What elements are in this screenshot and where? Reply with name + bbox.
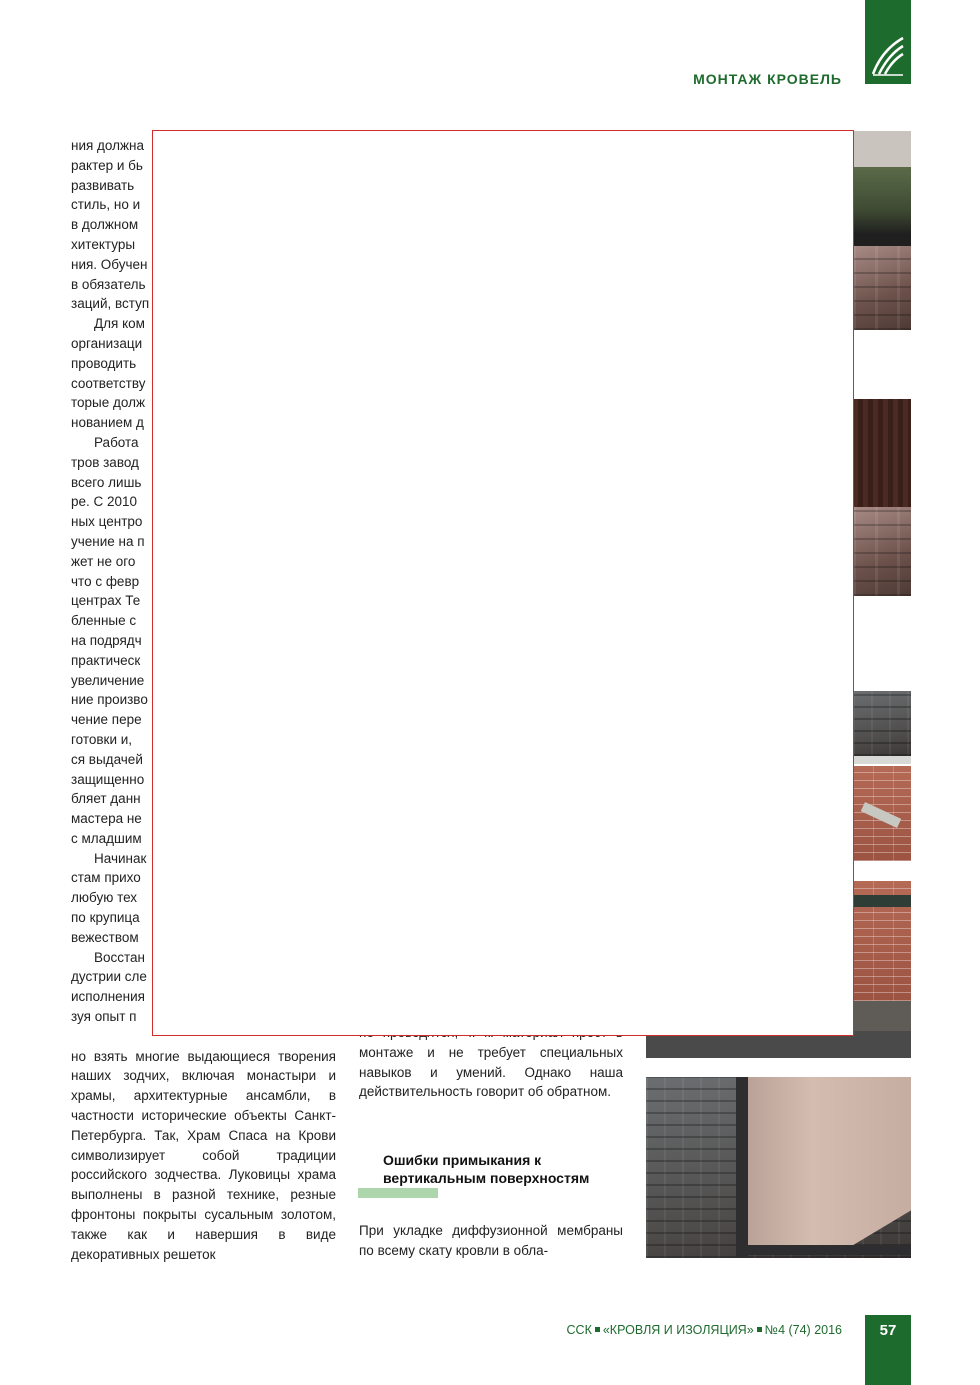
left-column-line: на подрядч xyxy=(71,632,142,648)
footer-separator xyxy=(595,1327,600,1332)
left-column-line: ре. С 2010 xyxy=(71,494,138,510)
left-column-line: мастера не xyxy=(71,811,142,827)
left-column-paragraph: но взять многие выдающиеся творения наших зодчих, включая монастыри и храмы, архитектурные ансамбли, в частности исторические объекты Санкт-Петербурга. Так, Храм Спаса на Крови символизирует собой традиции российского зодчества. Луковицы храма выполнены в разной технике, резные фронтоны покрыты сусальным золотом, также как и навершия в виде декоративных решеток xyxy=(71,1048,336,1262)
left-column-line: любую тех xyxy=(71,890,138,906)
left-column-line: жет не ого xyxy=(71,553,136,569)
left-column-line: вежеством xyxy=(71,929,139,945)
left-column-line: бляет данн xyxy=(71,791,141,807)
left-column-line: готовки и, xyxy=(71,731,133,747)
left-column-line: ся выдачей xyxy=(71,751,143,767)
left-column-line: заций, вступ xyxy=(71,296,150,312)
footer-separator xyxy=(757,1327,762,1332)
footer-issue: №4 (74) 2016 xyxy=(764,1323,842,1337)
left-column-line: по крупица xyxy=(71,910,140,926)
left-column-line: чение пере xyxy=(71,712,142,728)
left-column-line: Работа xyxy=(94,434,139,450)
left-column-line: нованием д xyxy=(71,415,144,431)
photo-gutter xyxy=(853,691,911,861)
left-column-line: тров завод xyxy=(71,454,139,470)
left-column-line: соответству xyxy=(71,375,146,391)
left-column-line: центрах Те xyxy=(71,593,141,609)
middle-column-paragraph-2 xyxy=(359,1221,623,1261)
left-column-line: всего лишь xyxy=(71,474,142,490)
left-column-line: в обязатель xyxy=(71,276,146,292)
left-column-line: торые долж xyxy=(71,395,146,411)
heading-accent-bar xyxy=(358,1188,438,1198)
brand-tab xyxy=(865,0,911,84)
overlay-box xyxy=(152,130,854,1036)
left-column-line: Восстан xyxy=(94,949,146,965)
left-column-line: защищенно xyxy=(71,771,145,787)
left-column-line: развивать xyxy=(71,177,135,193)
left-column-line: ных центро xyxy=(71,514,143,530)
left-column-line: ния. Обучен xyxy=(71,256,148,272)
left-column-line: Начинак xyxy=(94,850,147,866)
leaf-logo-icon xyxy=(869,34,907,80)
left-column-line: в должном xyxy=(71,217,139,233)
left-column-line: стам прихо xyxy=(71,870,141,886)
left-column-line: что с февр xyxy=(71,573,140,589)
section-title: МОНТАЖ КРОВЕЛЬ xyxy=(693,71,842,87)
left-column-line: ние произво xyxy=(71,692,148,708)
section-heading: Ошибки примыкания к вертикальным поверхностям xyxy=(383,1152,590,1186)
left-column-line: исполнения xyxy=(71,989,145,1005)
middle-column-paragraph: монтаже и не требует специальных навыков и умений. Однако наша действительность говорит об обратном. xyxy=(359,1044,623,1100)
left-column-line: хитектуры xyxy=(71,236,136,252)
footer-publisher: ССК xyxy=(566,1323,592,1337)
footer-magazine: «КРОВЛЯ И ИЗОЛЯЦИЯ» xyxy=(602,1323,754,1337)
left-column-line: дустрии сле xyxy=(71,969,147,985)
left-column-line: зуя опыт п xyxy=(71,1009,137,1025)
photo-chimney xyxy=(646,1077,911,1258)
photo-parapet xyxy=(853,131,911,330)
left-column-line: ния должна xyxy=(71,138,145,153)
left-column-line: практическ xyxy=(71,652,141,668)
footer xyxy=(567,1323,842,1337)
left-column-line: учение на п xyxy=(71,533,145,549)
page-number: 57 xyxy=(879,1322,897,1339)
left-column-line: увеличение xyxy=(71,672,145,688)
left-column-line: бленные с xyxy=(71,613,137,629)
left-column-line: рактер и бь xyxy=(71,157,143,173)
left-column-line: Для ком xyxy=(94,316,145,332)
middle-column-paragraph-2-text: При укладке диффузионной мембраны по всему скату кровли в обла- xyxy=(359,1223,623,1258)
left-column-line: организаци xyxy=(71,335,143,351)
left-column-line: с младшим xyxy=(71,830,142,846)
left-column-line: стиль, но и xyxy=(71,197,141,213)
photo-mansard xyxy=(853,399,911,596)
left-column-line: проводить xyxy=(71,355,137,371)
